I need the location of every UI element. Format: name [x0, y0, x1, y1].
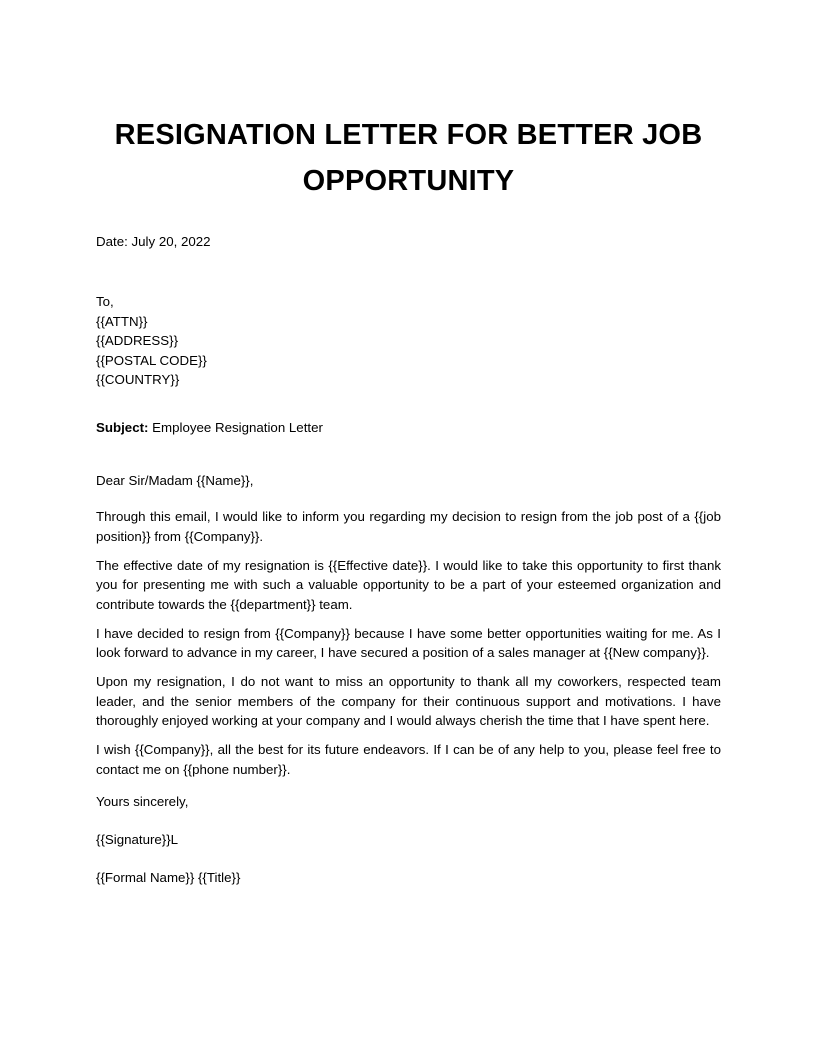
date-line: Date: July 20, 2022 [96, 234, 211, 249]
recipient-address: {{ADDRESS}} [96, 333, 179, 348]
title-line-2: OPPORTUNITY [302, 165, 515, 197]
recipient-attn: {{ATTN}} [96, 313, 148, 329]
subject-text: Employee Resignation Letter [148, 420, 323, 435]
title-line-1: RESIGNATION LETTER FOR BETTER JOB [114, 119, 703, 151]
paragraph: I wish {{Company}}, all the best for its future endeavors. If I can be of any help to you, please feel free to contact me on {{phone number}}. [96, 742, 721, 777]
signature: {{Signature}}L [96, 832, 179, 847]
salutation: Dear Sir/Madam {{Name}}, [96, 473, 254, 488]
closing: Yours sincerely, [96, 794, 189, 809]
paragraph: Through this email, I would like to inform you regarding my decision to resign from the job post of a {{job position}} from {{Company}}. [96, 509, 721, 544]
document-title [96, 112, 721, 204]
recipient-block [96, 292, 721, 390]
letter-body [96, 507, 721, 789]
subject-line [96, 418, 721, 438]
subject-label: Subject: [96, 420, 149, 435]
recipient-to: To, [96, 294, 114, 309]
formal-name-title: {{Formal Name}} {{Title}} [96, 870, 241, 885]
paragraph: I have decided to resign from {{Company}} because I have some better opportunities waiting for me. As I look forward to advance in my career, I have secured a position of a sales manager at {{New company}}. [96, 625, 721, 660]
recipient-postal-code: {{POSTAL CODE}} [96, 352, 207, 368]
paragraph: The effective date of my resignation is {{Effective date}}. I would like to take this opportunity to first thank you for presenting me with such a valuable opportunity to be a part of your esteemed organization and contribute towards the {{department}} team. [96, 557, 721, 612]
recipient-country: {{COUNTRY}} [96, 372, 180, 387]
paragraph: Upon my resignation, I do not want to miss an opportunity to thank all my coworkers, respected team leader, and the senior members of the company for their continuous support and motivations. I have thoroughly enjoyed working at your company and I would always cherish the time that I have spent here. [96, 674, 721, 728]
